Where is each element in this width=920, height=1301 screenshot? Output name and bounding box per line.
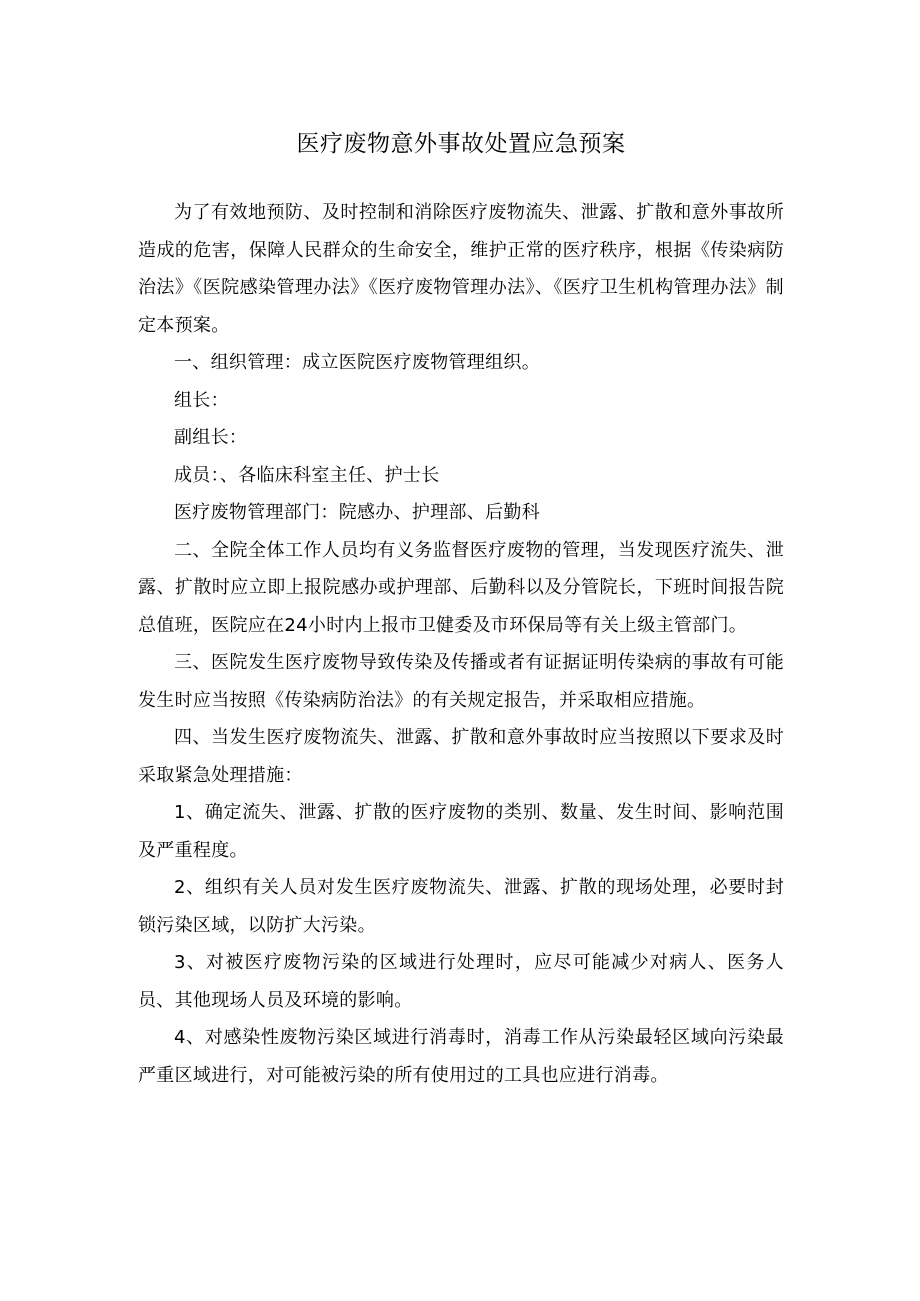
paragraph-departments: 医疗废物管理部门：院感办、护理部、后勤科	[174, 502, 540, 523]
paragraph-section-2: 二、全院全体工作人员均有义务监督医疗废物的管理，当发现医疗流失、泄露、扩散时应立即上报院感办或护理部、后勤科以及分管院长，下班时间报告院总值班，医院应在24小时内上报市卫健委及市环保局等有关上级主管部门。	[138, 539, 784, 636]
paragraph-item-3: 3、对被医疗废物污染的区域进行处理时，应尽可能减少对病人、医务人员、其他现场人员及环境的影响。	[138, 952, 784, 1011]
paragraph-section-1: 一、组织管理：成立医院医疗废物管理组织。	[174, 352, 540, 373]
document-page	[138, 124, 784, 1094]
paragraph-section-4: 四、当发生医疗废物流失、泄露、扩散和意外事故时应当按照以下要求及时采取紧急处理措施：	[138, 727, 784, 786]
document-title: 医疗废物意外事故处置应急预案	[296, 131, 626, 157]
document-body	[138, 194, 784, 1094]
paragraph-item-2: 2、组织有关人员对发生医疗废物流失、泄露、扩散的现场处理，必要时封锁污染区域，以防扩大污染。	[138, 877, 784, 936]
paragraph-deputy-leader: 副组长：	[174, 427, 248, 448]
paragraph-intro: 为了有效地预防、及时控制和消除医疗废物流失、泄露、扩散和意外事故所造成的危害，保障人民群众的生命安全，维护正常的医疗秩序，根据《传染病防治法》《医院感染管理办法》《医疗废物管理办法》、《医疗卫生机构管理办法》制定本预案。	[138, 202, 784, 336]
paragraph-section-3: 三、医院发生医疗废物导致传染及传播或者有证据证明传染病的事故有可能发生时应当按照《传染病防治法》的有关规定报告，并采取相应措施。	[138, 652, 784, 711]
paragraph-members: 成员：、各临床科室主任、护士长	[174, 464, 440, 486]
paragraph-group-leader: 组长：	[174, 389, 229, 411]
paragraph-item-4: 4、对感染性废物污染区域进行消毒时，消毒工作从污染最轻区域向污染最严重区域进行，对可能被污染的所有使用过的工具也应进行消毒。	[138, 1027, 784, 1086]
paragraph-item-1: 1、确定流失、泄露、扩散的医疗废物的类别、数量、发生时间、影响范围及严重程度。	[138, 802, 784, 861]
